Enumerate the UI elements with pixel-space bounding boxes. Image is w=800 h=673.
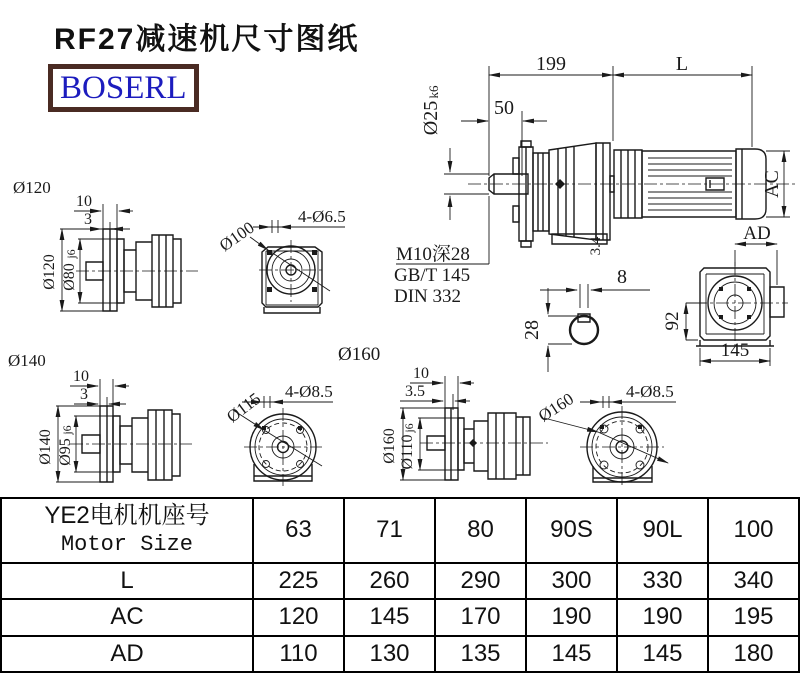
flange-160-front-view (535, 382, 676, 488)
dim-label-3-4: 3.4 (588, 236, 604, 256)
cell-AC-63: 120 (253, 599, 344, 635)
cell-AD-80: 135 (435, 636, 526, 672)
flange-120-label: Ø120 (13, 178, 51, 197)
cell-L-71: 260 (344, 563, 435, 599)
std-gbt: GB/T 145 (394, 265, 471, 286)
cell-L-63: 225 (253, 563, 344, 599)
dim-v160-outer: Ø160 (381, 428, 398, 464)
table-header-cn: YE2电机机座号 (44, 502, 210, 530)
std-din: DIN 332 (394, 286, 462, 307)
dim-label-199: 199 (536, 53, 566, 75)
dim-v120-thickness: 10 (76, 193, 92, 210)
cell-L-100: 340 (708, 563, 799, 599)
dim-v120-spigot: Ø80 (61, 263, 78, 291)
thread-note: M10深28 (396, 244, 470, 265)
dim-label-92: 92 (662, 311, 683, 331)
dim-label-AC: AC (761, 170, 783, 198)
cell-AC-90S: 190 (526, 599, 617, 635)
cell-AD-63: 110 (253, 636, 344, 672)
table-col-100: 100 (708, 498, 799, 563)
dim-v160-thickness: 10 (413, 365, 429, 382)
dim-v140-outer: Ø140 (37, 429, 54, 465)
dim-v120-step: 3 (84, 211, 92, 228)
flange-160-side-view (338, 344, 548, 480)
page-title: RF27减速机尺寸图纸 (54, 23, 360, 56)
dim-label-50: 50 (494, 97, 514, 119)
cell-AD-71: 130 (344, 636, 435, 672)
row-label-L: L (1, 563, 253, 599)
flange-140-label: Ø140 (8, 351, 46, 370)
table-header-motor-size (1, 498, 253, 563)
dim-label-key-width: 8 (617, 266, 627, 288)
brand-logo-text: BOSERL (60, 70, 187, 106)
dim-v120-pitch: Ø100 (215, 217, 258, 256)
motor-rear-view (662, 223, 788, 366)
flange-140-side-view (8, 351, 192, 482)
table-col-63: 63 (253, 498, 344, 563)
cell-L-90L: 330 (617, 563, 708, 599)
table-col-71: 71 (344, 498, 435, 563)
dim-label-key-height: 28 (521, 320, 543, 340)
dim-v140-fit: j6 (60, 425, 74, 435)
dim-v160-spigot: Ø110 (399, 434, 416, 470)
cell-AC-80: 170 (435, 599, 526, 635)
dim-v140-spigot: Ø95 (57, 438, 74, 466)
dim-v140-pitch: Ø115 (223, 388, 265, 427)
dim-v120-outer: Ø120 (41, 254, 58, 290)
cell-AC-90L: 190 (617, 599, 708, 635)
cell-L-90S: 300 (526, 563, 617, 599)
dim-v160-holes: 4-Ø8.5 (626, 382, 674, 401)
cell-L-80: 290 (435, 563, 526, 599)
cell-AD-90S: 145 (526, 636, 617, 672)
row-label-AC: AC (1, 599, 253, 635)
dim-label-145: 145 (720, 340, 750, 361)
dim-v160-step: 3.5 (405, 383, 425, 400)
dim-v140-thickness: 10 (73, 368, 89, 385)
flange-160-label: Ø160 (338, 344, 381, 365)
table-col-90S: 90S (526, 498, 617, 563)
cell-AC-100: 195 (708, 599, 799, 635)
table-row-AC (1, 599, 799, 635)
table-col-90L: 90L (617, 498, 708, 563)
cell-AC-71: 145 (344, 599, 435, 635)
dimension-table (0, 497, 800, 673)
flange-140-front-view (223, 382, 333, 486)
dim-label-shaft-fit: k6 (426, 85, 441, 99)
cell-AD-90L: 145 (617, 636, 708, 672)
dim-v160-pitch: Ø160 (534, 389, 578, 426)
dim-v140-step: 3 (80, 386, 88, 403)
dim-v140-holes: 4-Ø8.5 (285, 382, 333, 401)
table-col-80: 80 (435, 498, 526, 563)
cell-AD-100: 180 (708, 636, 799, 672)
table-row-AD (1, 636, 799, 672)
dim-v120-fit: j6 (64, 249, 78, 259)
flange-120-front-view (216, 207, 346, 313)
table-header-row (1, 498, 799, 563)
row-label-AD: AD (1, 636, 253, 672)
dim-v120-holes: 4-Ø6.5 (298, 207, 346, 226)
flange-120-side-view (13, 178, 198, 311)
dim-label-shaft-dia: Ø25 (420, 100, 442, 136)
dim-label-L: L (675, 53, 689, 75)
table-row-L (1, 563, 799, 599)
table-header-en: Motor Size (60, 532, 194, 558)
dim-v160-fit: j6 (402, 423, 416, 433)
shaft-key-section-view (521, 266, 650, 372)
dim-label-AD: AD (743, 223, 771, 244)
